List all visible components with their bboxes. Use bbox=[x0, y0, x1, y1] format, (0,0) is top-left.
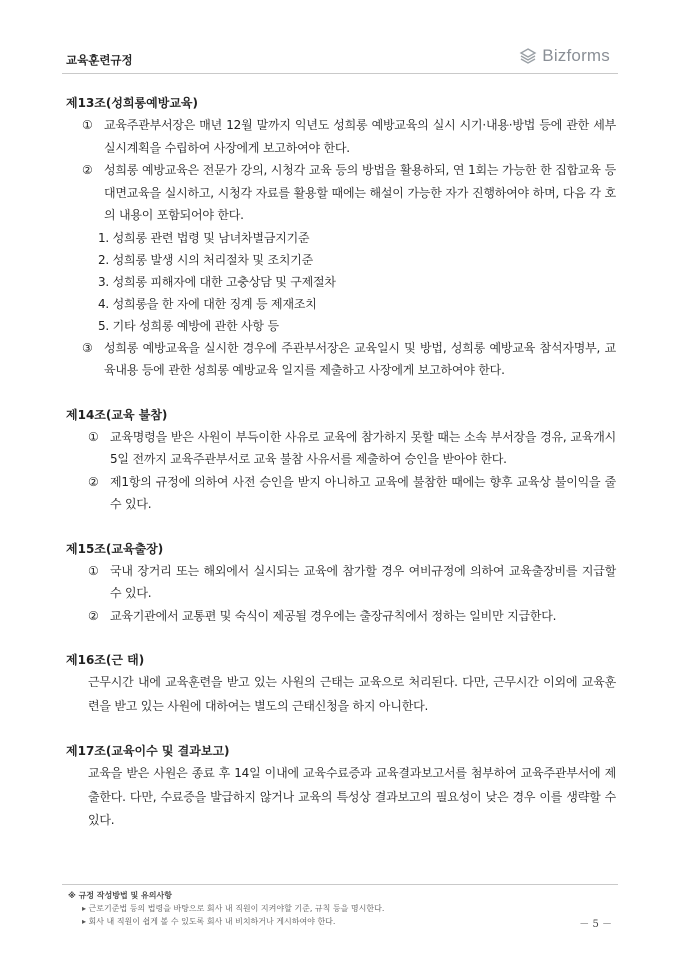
paragraph-number: ① bbox=[88, 563, 99, 578]
paragraph-number: ③ bbox=[82, 340, 93, 355]
article-14 bbox=[66, 404, 616, 516]
article-17 bbox=[66, 740, 616, 833]
paragraph-text: 교육주관부서장은 매년 12월 말까지 익년도 성희롱 예방교육의 실시 시기·내용·방법 등에 관한 세부 실시계획을 수립하여 사장에게 보고하여야 한다. bbox=[104, 118, 616, 155]
footer-note-title: ※ 규정 작성방법 및 유의사항 bbox=[68, 891, 172, 900]
list-item: 2. 성희롱 발생 시의 처리절차 및 조치기준 bbox=[98, 252, 314, 267]
logo-text: Bizforms bbox=[542, 46, 610, 65]
document-body bbox=[66, 92, 616, 833]
paragraph-text: 교육기관에서 교통편 및 숙식이 제공될 경우에는 출장규칙에서 정하는 일비만 지급한다. bbox=[110, 608, 557, 623]
list-item: 1. 성희롱 관련 법령 및 남녀차별금지기준 bbox=[98, 230, 310, 245]
paragraph bbox=[66, 426, 616, 471]
paragraph bbox=[66, 337, 616, 382]
header-title: 교육훈련규정 bbox=[66, 53, 133, 67]
paragraph-number: ② bbox=[88, 608, 99, 623]
paragraph-text: 국내 장거리 또는 해외에서 실시되는 교육에 참가할 경우 여비규정에 의하여 교육출장비를 지급할 수 있다. bbox=[110, 563, 616, 600]
paragraph bbox=[66, 605, 616, 628]
paragraph-text: 교육명령을 받은 사원이 부득이한 사유로 교육에 참가하지 못할 때는 소속 부서장을 경유, 교육개시 5일 전까지 교육주관부서로 교육 불참 사유서를 제출하여 승인을 받아야 한다. bbox=[110, 429, 616, 466]
list-item: 4. 성희롱을 한 자에 대한 징계 등 제재조치 bbox=[98, 296, 317, 311]
article-15 bbox=[66, 538, 616, 628]
paragraph bbox=[66, 114, 616, 159]
paragraph-number: ① bbox=[88, 429, 99, 444]
layers-icon bbox=[519, 47, 537, 65]
article-title: 제15조(교육출장) bbox=[66, 541, 164, 556]
footer-note: ▸ 근로기준법 등의 법령을 바탕으로 회사 내 직원이 지켜야할 기준, 규칙 등을 명시한다. bbox=[82, 904, 385, 913]
paragraph-number: ① bbox=[82, 118, 93, 132]
paragraph-text: 제1항의 규정에 의하여 사전 승인을 받지 아니하고 교육에 불참한 때에는 향후 교육상 불이익을 줄 수 있다. bbox=[110, 474, 616, 511]
paragraph bbox=[66, 471, 616, 516]
footer-notes bbox=[68, 889, 384, 928]
footer-note: ▸ 회사 내 직원이 쉽게 볼 수 있도록 회사 내 비치하거나 게시하여야 한다. bbox=[82, 917, 336, 926]
article-title: 제14조(교육 불참) bbox=[66, 407, 168, 422]
article-title: 제17조(교육이수 및 결과보고) bbox=[66, 744, 230, 758]
list-item: 3. 성희롱 피해자에 대한 고충상담 및 구제절차 bbox=[98, 274, 336, 289]
list-item: 5. 기타 성희롱 예방에 관한 사항 등 bbox=[98, 318, 279, 333]
article-13 bbox=[66, 92, 616, 382]
footer-divider bbox=[62, 884, 618, 885]
bizforms-logo bbox=[519, 46, 610, 66]
header-divider bbox=[62, 73, 618, 74]
paragraph bbox=[66, 560, 616, 605]
paragraph-number: ② bbox=[88, 474, 99, 489]
article-title: 제13조(성희롱예방교육) bbox=[66, 96, 198, 110]
paragraph-text: 성희롱 예방교육은 전문가 강의, 시청각 교육 등의 방법을 활용하되, 연 1회는 가능한 한 집합교육 등 대면교육을 실시하고, 시청각 자료를 활용할 때에는 해설이 가능한 자가 진행하여야 하며, 다음 각 호의 내용이 포함되어야 한다. bbox=[104, 163, 616, 222]
article-body: 근무시간 내에 교육훈련을 받고 있는 사원의 근태는 교육으로 처리된다. 다만, 근무시간 이외에 교육훈련을 받고 있는 사원에 대하여는 별도의 근태신청을 하지 아니한다. bbox=[88, 675, 616, 713]
paragraph-number: ② bbox=[82, 163, 93, 177]
article-body: 교육을 받은 사원은 종료 후 14일 이내에 교육수료증과 교육결과보고서를 첨부하여 교육주관부서에 제출한다. 다만, 수료증을 발급하지 않거나 교육의 특성상 결과보고의 필요성이 낮은 경우 이를 생략할 수 있다. bbox=[88, 766, 616, 827]
paragraph-text: 성희롱 예방교육을 실시한 경우에 주관부서장은 교육일시 및 방법, 성희롱 예방교육 참석자명부, 교육내용 등에 관한 성희롱 예방교육 일지를 제출하고 사장에게 보고하여야 한다. bbox=[104, 340, 616, 377]
article-title: 제16조(근 태) bbox=[66, 653, 145, 667]
article-16 bbox=[66, 649, 616, 718]
page-number: － 5 － bbox=[579, 919, 612, 930]
paragraph bbox=[66, 159, 616, 227]
